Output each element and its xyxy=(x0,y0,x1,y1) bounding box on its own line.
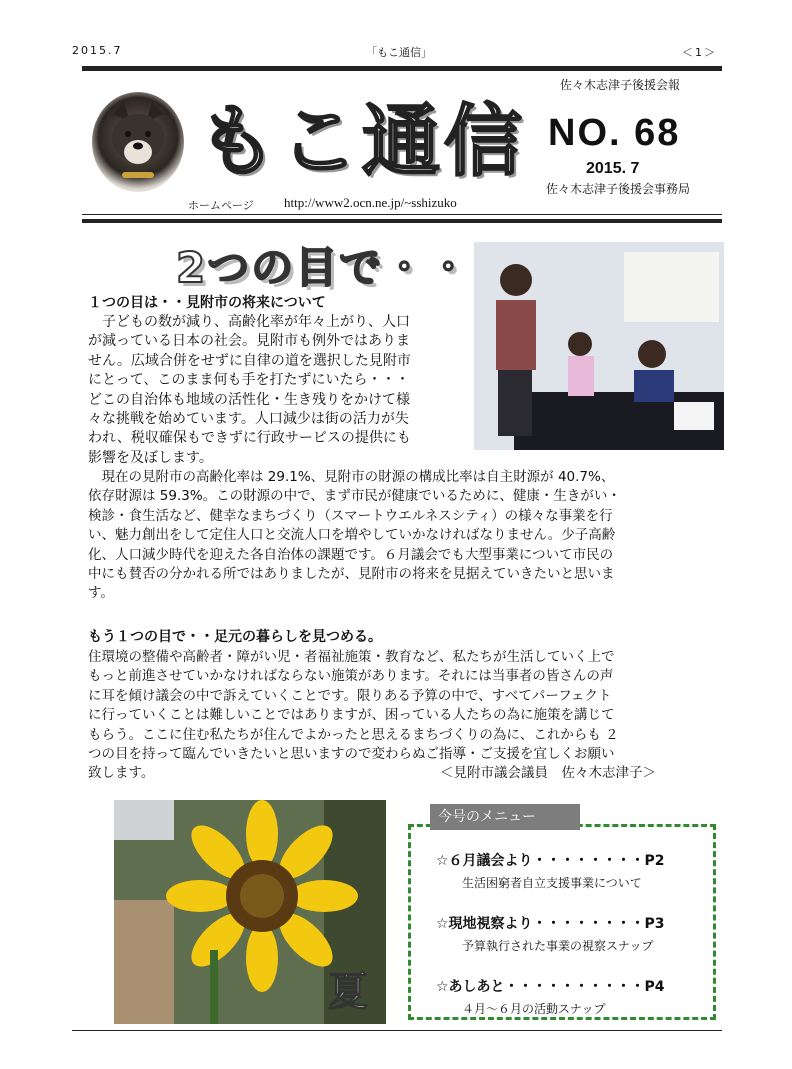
section2-heading: もう１つの目で・・足元の暮らしを見つめる。 xyxy=(88,629,382,645)
menu-item-site-visit[interactable]: ☆現地視察より・・・・・・・・P3 xyxy=(436,916,665,932)
sunflower-photo xyxy=(114,800,386,1024)
top-rule xyxy=(82,66,722,71)
menu-item-footsteps[interactable]: ☆あしあと・・・・・・・・・・P4 xyxy=(436,979,665,995)
header-date: 2015.7 xyxy=(72,44,123,57)
masthead-logo: もこ通信 xyxy=(198,96,527,187)
menu-item-june-assembly[interactable]: ☆６月議会より・・・・・・・・P2 xyxy=(436,853,665,869)
text-line: す。 xyxy=(88,585,114,602)
event-photo xyxy=(474,242,724,450)
text-line: つの目を持って臨んでいきたいと思いますので変わらぬご指導・ご支援を宜しくお願い xyxy=(88,746,615,763)
issue-number: NO. 68 xyxy=(548,112,681,154)
article-headline: 2つの目で・・ xyxy=(176,243,472,292)
season-caption: 夏 xyxy=(328,969,368,1015)
text-line: が減っている日本の社会。見附市も例外ではありま xyxy=(88,333,410,350)
text-line: い、魅力創出をして定住人口と交流人口を増やしていかなければなりません。少子高齢 xyxy=(88,527,616,544)
text-line: 中にも賛否の分かれる所ではありましたが、見附市の将来を見据えていきたいと思いま xyxy=(88,566,615,583)
org-title: 佐々木志津子後援会報 xyxy=(560,78,681,92)
menu-list xyxy=(436,850,698,1017)
text-line: 影響を及ぼします。 xyxy=(88,449,213,466)
text-line: 々な挑戦を始めています。人口減少は街の活力が失 xyxy=(88,411,409,428)
text-line: せん。広域合併をせずに自律の道を選択した見附市 xyxy=(88,352,411,369)
menu-item-sub: ４月～６月の活動スナップ xyxy=(462,1002,606,1016)
header-title: 「もこ通信」 xyxy=(366,46,432,59)
office-name: 佐々木志津子後援会事務局 xyxy=(546,182,691,196)
header-page: ＜1＞ xyxy=(682,46,717,59)
paragraph-2 xyxy=(88,468,728,604)
text-line: 現在の見附市の高齢化率は 29.1%、見附市の財源の構成比率は自主財源が 40.7%、 xyxy=(88,469,615,485)
issue-date: 2015. 7 xyxy=(586,160,640,177)
text-line: に耳を傾け議会の中で訴えていくことです。限りある予算の中で、すべてパーフェクト xyxy=(88,687,612,704)
text-line: 住環境の整備や高齢者・障がい児・者福祉施策・教育など、私たちが生活していく上で xyxy=(88,649,615,665)
text-line: に行っていくことは難しいことではありますが、困っている人たちの為に施策を講じて xyxy=(88,707,615,724)
menu-item-sub: 予算執行された事業の視察スナップ xyxy=(462,939,654,953)
homepage-label: ホームページ xyxy=(188,199,254,212)
text-line: どこの自治体も地域の活性化・生き残りをかけて様 xyxy=(88,391,410,408)
text-line: われ、税収確保もできずに行政サービスの提供にも xyxy=(88,430,411,447)
section1-heading: １つの目は・・見附市の将来について xyxy=(88,295,326,311)
text-line: もっと前進させていかなければならない施策があります。それには当事者の皆さんの声 xyxy=(88,668,614,685)
bottom-rule xyxy=(72,1030,722,1031)
menu-item-sub: 生活困窮者自立支援事業について xyxy=(462,876,642,890)
closing-text: 致します。 xyxy=(88,765,155,781)
text-line: 子どもの数が減り、高齢化率が年々上がり、人口 xyxy=(88,314,410,330)
dog-avatar xyxy=(92,92,184,192)
masthead-rule-1 xyxy=(82,214,722,215)
text-line: 依存財源は 59.3%。この財源の中で、まず市民が健康でいるために、健康・生きがい・ xyxy=(88,488,621,505)
text-line: もらう。ここに住む私たちが住んでよかったと思えるまちづくりの為に、これからも ２ xyxy=(88,726,619,743)
paragraph-3 xyxy=(88,648,728,764)
text-line: 化、人口減少時代を迎えた各自治体の課題です。６月議会でも大型事業について市民の xyxy=(88,546,614,563)
text-line: にとって、このまま何も手を打たずにいたら・・・ xyxy=(88,372,410,389)
paragraph-1 xyxy=(88,313,468,468)
text-line: 検診・食生活など、健幸なまちづくり（スマートウエルネスシティ）の様々な事業を行 xyxy=(88,507,613,524)
signature: ＜見附市議会議員 佐々木志津子＞ xyxy=(440,765,656,781)
menu-title: 今号のメニュー xyxy=(430,804,580,830)
masthead-rule-2 xyxy=(82,219,722,223)
homepage-url[interactable]: http://www2.ocn.ne.jp/~sshizuko xyxy=(284,195,457,210)
